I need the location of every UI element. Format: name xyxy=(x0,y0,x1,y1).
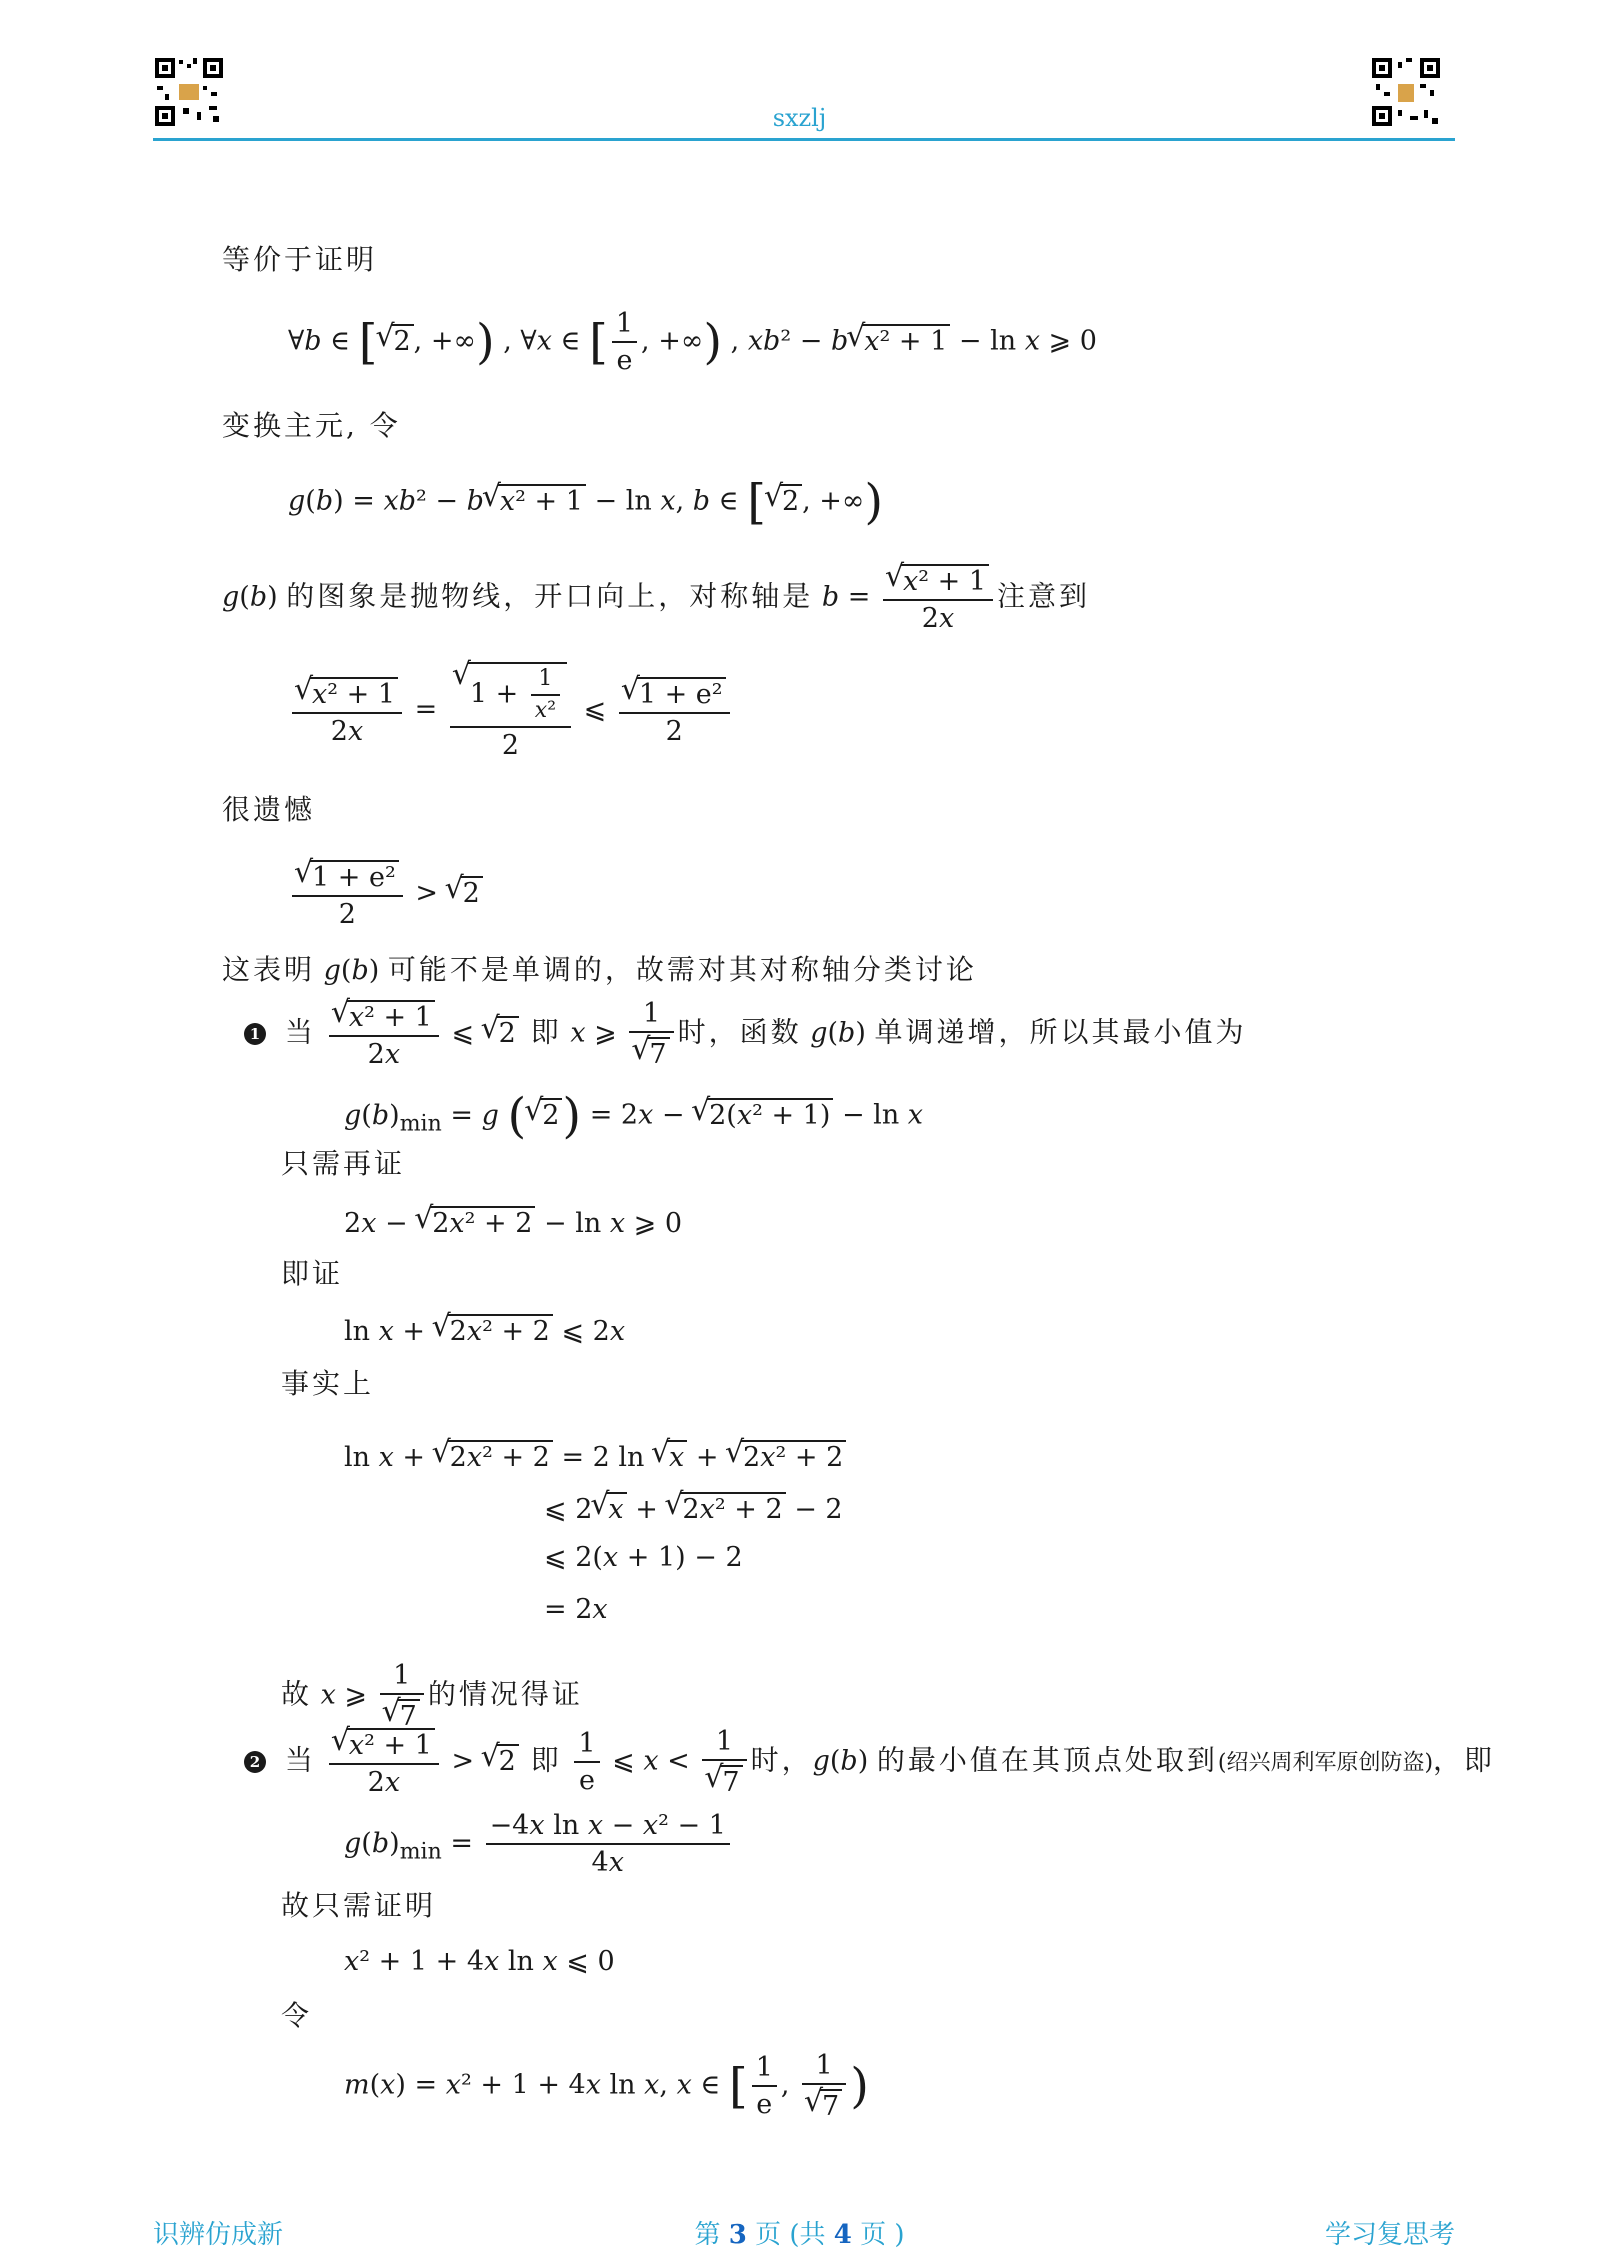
math-equation: ⩽ 2√ x + √ 2x² + 2 − 2 xyxy=(544,1492,843,1523)
math-equation: √ $\frac{\text{1 + e²}}{2}$ > √ 2 xyxy=(288,860,483,928)
header-divider xyxy=(153,138,1455,141)
math-equation: 2x − √ 2x² + 2 − ln x ⩾ 0 xyxy=(344,1206,682,1237)
math-equation: g(b) = xb² − b√ x² + 1 − ln x, b ∈ [√ 2 , +∞) xyxy=(288,478,883,526)
math-equation: ∀b ∈ [√ 2 , +∞) , ∀x ∈ [ $\frac{1}{e}$ , +∞) , xb² − b√ x² + 1 − ln x ⩾ 0 xyxy=(288,310,1097,374)
math-equation: ln x + √ 2x² + 2 ⩽ 2x xyxy=(344,1314,625,1345)
case-1: 1 当 √ $\frac{\text{x² + 1}}{2x}$ ⩽ √ 2 即 x ⩾ 1 √ 7 时，函数 g(b) 单调递增，所以其最小值为 xyxy=(244,1000,1246,1068)
math-equation: = 2x xyxy=(544,1594,608,1625)
text-line: 故 x ⩾ 1 √ 7 的情况得证 xyxy=(281,1662,583,1730)
math-equation: $g(b)_{min} = g$ (√ 2) = 2x − √ 2(x² + 1) − ln x xyxy=(344,1092,923,1140)
text-line: 变换主元, 令 xyxy=(222,409,401,442)
math-equation: $g(b)_{min}$ = $\frac{\text{−4x ln x − x² − 1}}{4x}$ xyxy=(344,1812,734,1876)
footer-right-text: 学习复思考 xyxy=(1324,2220,1455,2250)
text-line: 即证 xyxy=(281,1257,344,1290)
text-line: 等价于证明 xyxy=(222,243,378,276)
math-equation: ln x + √ 2x² + 2 = 2 ln √ x + √ 2x² + 2 xyxy=(344,1440,846,1471)
text-line: g(b) 的图象是抛物线，开口向上，对称轴是 b = √ $\frac{\text{x² + 1}}{2x}$ 注意到 xyxy=(222,564,1090,632)
footer-page-number: 第 3 页 (共 4 页 ) xyxy=(694,2220,905,2250)
text-line: 令 xyxy=(281,1999,313,2032)
math-equation: ⩽ 2(x + 1) − 2 xyxy=(544,1542,743,1573)
text-line: 故只需证明 xyxy=(281,1889,437,1922)
bullet-2: 2 xyxy=(244,1751,266,1773)
math-equation: m(x) = x² + 1 + 4x ln x, x ∈ [ $\frac{1}{e}$ , 1 √ 7 ) xyxy=(344,2052,869,2120)
header-title: sxzlj xyxy=(772,104,827,132)
case-2: 2 当 √ $\frac{\text{x² + 1}}{2x}$ > √ 2 即 $\frac{1}{e}$ ⩽ x < 1 √ 7 时，g(b) 的最小值在其顶点处取到(绍兴周利军原创防盗)，即 xyxy=(244,1728,1495,1796)
text-line: 只需再证 xyxy=(281,1147,406,1180)
text-line: 事实上 xyxy=(281,1367,375,1400)
text-line: 这表明 g(b) 可能不是单调的，故需对其对称轴分类讨论 xyxy=(222,953,977,986)
math-equation: x² + 1 + 4x ln x ⩽ 0 xyxy=(344,1946,615,1977)
math-equation: √ $\frac{\text{x² + 1}}{2x}$ = √ 1 + $\frac{1}{\text{x²}}$ 2 ⩽ √ $\frac{\text{1 + e²}}{2}$ xyxy=(288,662,734,759)
text-line: 很遗憾 xyxy=(222,793,316,826)
footer-left-text: 识辨仿成新 xyxy=(153,2220,284,2250)
bullet-1: 1 xyxy=(244,1023,266,1045)
